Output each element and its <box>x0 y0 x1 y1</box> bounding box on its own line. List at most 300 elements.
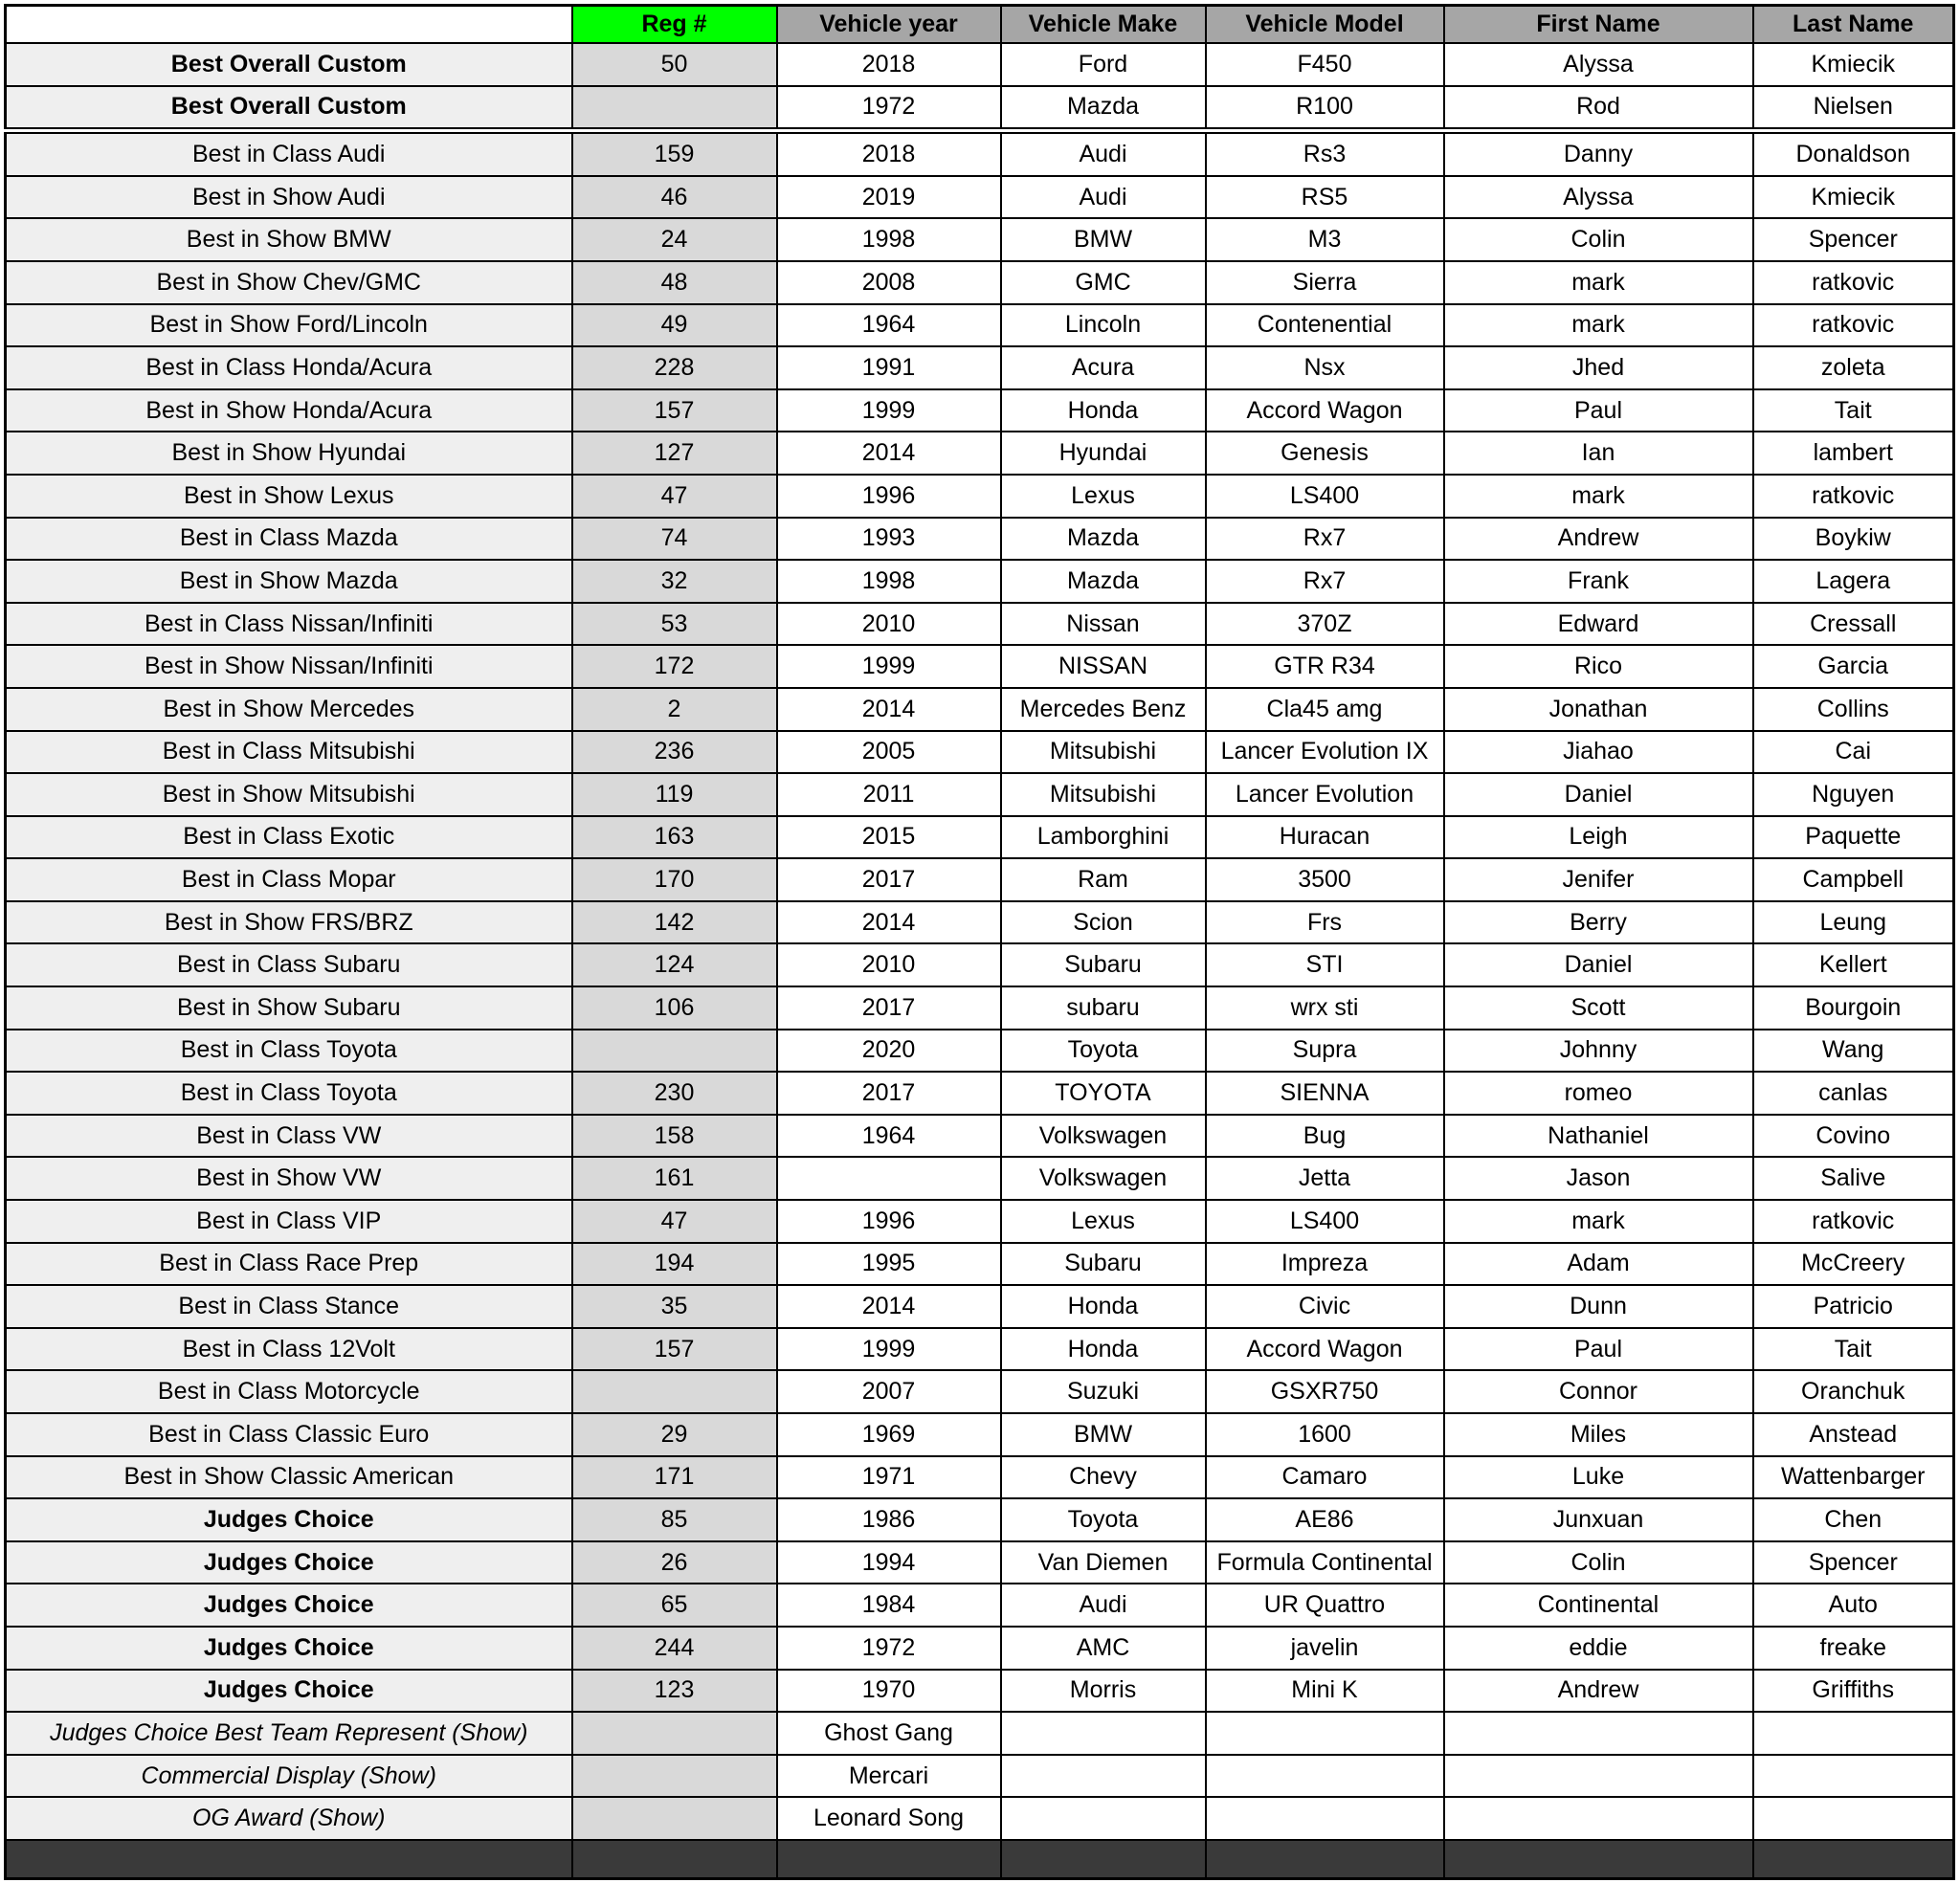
vehicle-model-cell[interactable]: Genesis <box>1206 432 1444 475</box>
award-cell[interactable]: Best in Class Exotic <box>6 816 572 859</box>
last-name-cell[interactable]: Kmiecik <box>1753 176 1954 219</box>
first-name-cell[interactable]: Paul <box>1444 389 1753 432</box>
first-name-cell[interactable] <box>1444 1712 1753 1755</box>
header-vehicle-model[interactable]: Vehicle Model <box>1206 6 1444 44</box>
vehicle-model-cell[interactable]: Rx7 <box>1206 518 1444 561</box>
vehicle-make-cell[interactable]: Volkswagen <box>1001 1157 1206 1200</box>
header-first-name[interactable]: First Name <box>1444 6 1753 44</box>
vehicle-model-cell[interactable]: LS400 <box>1206 1200 1444 1243</box>
vehicle-year-cell[interactable]: 1972 <box>777 1627 1001 1670</box>
reg-number-cell[interactable]: 127 <box>572 432 777 475</box>
first-name-cell[interactable] <box>1444 1755 1753 1798</box>
last-name-cell[interactable]: Wattenbarger <box>1753 1456 1954 1499</box>
vehicle-make-cell[interactable]: Honda <box>1001 389 1206 432</box>
vehicle-year-cell[interactable]: 2010 <box>777 943 1001 986</box>
award-cell[interactable]: Best in Class 12Volt <box>6 1328 572 1371</box>
vehicle-make-cell[interactable]: Morris <box>1001 1670 1206 1713</box>
first-name-cell[interactable]: eddie <box>1444 1627 1753 1670</box>
award-cell[interactable]: Best in Show Mazda <box>6 560 572 603</box>
first-name-cell[interactable]: Frank <box>1444 560 1753 603</box>
vehicle-year-cell[interactable]: 2005 <box>777 731 1001 774</box>
award-cell[interactable]: Best in Class Nissan/Infiniti <box>6 603 572 646</box>
vehicle-model-cell[interactable]: Contenential <box>1206 304 1444 347</box>
first-name-cell[interactable]: Andrew <box>1444 1670 1753 1713</box>
vehicle-year-cell[interactable]: 1991 <box>777 346 1001 389</box>
vehicle-make-cell[interactable]: Mazda <box>1001 518 1206 561</box>
award-cell[interactable]: Best in Show Ford/Lincoln <box>6 304 572 347</box>
vehicle-make-cell[interactable] <box>1001 1755 1206 1798</box>
vehicle-year-cell[interactable]: 2007 <box>777 1370 1001 1413</box>
vehicle-make-cell[interactable]: Honda <box>1001 1328 1206 1371</box>
vehicle-make-cell[interactable]: Acura <box>1001 346 1206 389</box>
reg-number-cell[interactable]: 106 <box>572 986 777 1030</box>
reg-number-cell[interactable]: 123 <box>572 1670 777 1713</box>
vehicle-year-cell[interactable] <box>777 1157 1001 1200</box>
award-cell[interactable]: Judges Choice <box>6 1670 572 1713</box>
award-cell[interactable]: Best Overall Custom <box>6 43 572 86</box>
vehicle-year-cell[interactable]: 2015 <box>777 816 1001 859</box>
vehicle-model-cell[interactable]: Formula Continental <box>1206 1541 1444 1584</box>
first-name-cell[interactable]: Rod <box>1444 86 1753 131</box>
reg-number-cell[interactable]: 172 <box>572 645 777 688</box>
vehicle-make-cell[interactable]: BMW <box>1001 218 1206 261</box>
award-cell[interactable]: Best in Show VW <box>6 1157 572 1200</box>
vehicle-make-cell[interactable]: Audi <box>1001 131 1206 176</box>
last-name-cell[interactable]: Covino <box>1753 1115 1954 1158</box>
vehicle-model-cell[interactable]: Nsx <box>1206 346 1444 389</box>
award-cell[interactable]: Best in Show BMW <box>6 218 572 261</box>
vehicle-make-cell[interactable]: Mercedes Benz <box>1001 688 1206 731</box>
vehicle-make-cell[interactable]: Nissan <box>1001 603 1206 646</box>
reg-number-cell[interactable]: 50 <box>572 43 777 86</box>
vehicle-model-cell[interactable]: R100 <box>1206 86 1444 131</box>
award-cell[interactable]: Commercial Display (Show) <box>6 1755 572 1798</box>
vehicle-year-cell[interactable]: 2018 <box>777 131 1001 176</box>
first-name-cell[interactable]: Ian <box>1444 432 1753 475</box>
award-cell[interactable]: Best in Class Toyota <box>6 1030 572 1073</box>
vehicle-year-cell[interactable]: 1998 <box>777 218 1001 261</box>
award-cell[interactable]: Best in Class Honda/Acura <box>6 346 572 389</box>
first-name-cell[interactable]: Daniel <box>1444 943 1753 986</box>
first-name-cell[interactable]: Andrew <box>1444 518 1753 561</box>
award-cell[interactable]: Best in Show Nissan/Infiniti <box>6 645 572 688</box>
vehicle-model-cell[interactable]: javelin <box>1206 1627 1444 1670</box>
first-name-cell[interactable]: mark <box>1444 304 1753 347</box>
vehicle-model-cell[interactable]: Supra <box>1206 1030 1444 1073</box>
last-name-cell[interactable]: Nguyen <box>1753 773 1954 816</box>
vehicle-model-cell[interactable]: Mini K <box>1206 1670 1444 1713</box>
vehicle-model-cell[interactable]: GSXR750 <box>1206 1370 1444 1413</box>
vehicle-make-cell[interactable]: Audi <box>1001 1584 1206 1627</box>
award-cell[interactable]: Best in Show Classic American <box>6 1456 572 1499</box>
vehicle-year-cell[interactable]: 1995 <box>777 1243 1001 1286</box>
last-name-cell[interactable]: ratkovic <box>1753 304 1954 347</box>
first-name-cell[interactable]: Jiahao <box>1444 731 1753 774</box>
last-name-cell[interactable]: lambert <box>1753 432 1954 475</box>
vehicle-model-cell[interactable]: Accord Wagon <box>1206 389 1444 432</box>
last-name-cell[interactable] <box>1753 1712 1954 1755</box>
last-name-cell[interactable]: Salive <box>1753 1157 1954 1200</box>
reg-number-cell[interactable]: 32 <box>572 560 777 603</box>
reg-number-cell[interactable]: 170 <box>572 858 777 901</box>
header-award[interactable] <box>6 6 572 44</box>
award-cell[interactable]: Best in Class Audi <box>6 131 572 176</box>
vehicle-model-cell[interactable]: Rs3 <box>1206 131 1444 176</box>
vehicle-year-cell[interactable]: 2011 <box>777 773 1001 816</box>
vehicle-model-cell[interactable]: Frs <box>1206 901 1444 944</box>
first-name-cell[interactable]: Adam <box>1444 1243 1753 1286</box>
first-name-cell[interactable]: Jason <box>1444 1157 1753 1200</box>
first-name-cell[interactable]: Daniel <box>1444 773 1753 816</box>
header-vehicle-year[interactable]: Vehicle year <box>777 6 1001 44</box>
first-name-cell[interactable]: Nathaniel <box>1444 1115 1753 1158</box>
first-name-cell[interactable]: Berry <box>1444 901 1753 944</box>
last-name-cell[interactable] <box>1753 1797 1954 1840</box>
last-name-cell[interactable]: Anstead <box>1753 1413 1954 1456</box>
reg-number-cell[interactable]: 119 <box>572 773 777 816</box>
last-name-cell[interactable]: Tait <box>1753 389 1954 432</box>
vehicle-year-cell[interactable]: 1972 <box>777 86 1001 131</box>
last-name-cell[interactable]: Nielsen <box>1753 86 1954 131</box>
reg-number-cell[interactable]: 74 <box>572 518 777 561</box>
header-last-name[interactable]: Last Name <box>1753 6 1954 44</box>
vehicle-model-cell[interactable]: GTR R34 <box>1206 645 1444 688</box>
vehicle-make-cell[interactable]: Suzuki <box>1001 1370 1206 1413</box>
award-cell[interactable]: Judges Choice <box>6 1627 572 1670</box>
vehicle-make-cell[interactable]: Mitsubishi <box>1001 773 1206 816</box>
reg-number-cell[interactable]: 142 <box>572 901 777 944</box>
last-name-cell[interactable]: Garcia <box>1753 645 1954 688</box>
vehicle-model-cell[interactable]: wrx sti <box>1206 986 1444 1030</box>
award-cell[interactable]: Best in Show Honda/Acura <box>6 389 572 432</box>
vehicle-model-cell[interactable]: LS400 <box>1206 475 1444 518</box>
first-name-cell[interactable] <box>1444 1797 1753 1840</box>
vehicle-model-cell[interactable]: M3 <box>1206 218 1444 261</box>
vehicle-model-cell[interactable]: SIENNA <box>1206 1072 1444 1115</box>
vehicle-model-cell[interactable]: 1600 <box>1206 1413 1444 1456</box>
last-name-cell[interactable]: Spencer <box>1753 218 1954 261</box>
reg-number-cell[interactable] <box>572 1712 777 1755</box>
last-name-cell[interactable]: Tait <box>1753 1328 1954 1371</box>
vehicle-make-cell[interactable]: NISSAN <box>1001 645 1206 688</box>
award-cell[interactable]: Best in Show Subaru <box>6 986 572 1030</box>
first-name-cell[interactable]: Luke <box>1444 1456 1753 1499</box>
first-name-cell[interactable]: Alyssa <box>1444 43 1753 86</box>
last-name-cell[interactable]: canlas <box>1753 1072 1954 1115</box>
award-cell[interactable]: Best in Class Race Prep <box>6 1243 572 1286</box>
first-name-cell[interactable]: Continental <box>1444 1584 1753 1627</box>
vehicle-model-cell[interactable]: Cla45 amg <box>1206 688 1444 731</box>
reg-number-cell[interactable] <box>572 1755 777 1798</box>
vehicle-make-cell[interactable]: Hyundai <box>1001 432 1206 475</box>
last-name-cell[interactable]: Kellert <box>1753 943 1954 986</box>
reg-number-cell[interactable]: 124 <box>572 943 777 986</box>
reg-number-cell[interactable]: 47 <box>572 475 777 518</box>
vehicle-make-cell[interactable]: Ram <box>1001 858 1206 901</box>
vehicle-model-cell[interactable]: AE86 <box>1206 1498 1444 1541</box>
first-name-cell[interactable]: Dunn <box>1444 1285 1753 1328</box>
vehicle-make-cell[interactable]: subaru <box>1001 986 1206 1030</box>
vehicle-model-cell[interactable]: Huracan <box>1206 816 1444 859</box>
first-name-cell[interactable]: mark <box>1444 1200 1753 1243</box>
vehicle-make-cell[interactable]: Chevy <box>1001 1456 1206 1499</box>
last-name-cell[interactable]: Chen <box>1753 1498 1954 1541</box>
last-name-cell[interactable]: Spencer <box>1753 1541 1954 1584</box>
last-name-cell[interactable]: Collins <box>1753 688 1954 731</box>
vehicle-model-cell[interactable] <box>1206 1712 1444 1755</box>
vehicle-make-cell[interactable]: Mazda <box>1001 86 1206 131</box>
last-name-cell[interactable]: freake <box>1753 1627 1954 1670</box>
vehicle-year-cell[interactable]: 2019 <box>777 176 1001 219</box>
vehicle-model-cell[interactable]: Rx7 <box>1206 560 1444 603</box>
vehicle-model-cell[interactable]: UR Quattro <box>1206 1584 1444 1627</box>
reg-number-cell[interactable]: 236 <box>572 731 777 774</box>
last-name-cell[interactable]: zoleta <box>1753 346 1954 389</box>
last-name-cell[interactable]: Paquette <box>1753 816 1954 859</box>
vehicle-year-cell[interactable]: 2010 <box>777 603 1001 646</box>
first-name-cell[interactable]: Paul <box>1444 1328 1753 1371</box>
vehicle-make-cell[interactable]: Audi <box>1001 176 1206 219</box>
vehicle-year-cell[interactable]: 2020 <box>777 1030 1001 1073</box>
vehicle-make-cell[interactable]: Lexus <box>1001 1200 1206 1243</box>
last-name-cell[interactable]: Auto <box>1753 1584 1954 1627</box>
first-name-cell[interactable]: mark <box>1444 261 1753 304</box>
vehicle-make-cell[interactable]: Volkswagen <box>1001 1115 1206 1158</box>
header-vehicle-make[interactable]: Vehicle Make <box>1001 6 1206 44</box>
award-cell[interactable]: Best in Show Mercedes <box>6 688 572 731</box>
reg-number-cell[interactable]: 230 <box>572 1072 777 1115</box>
last-name-cell[interactable]: Cressall <box>1753 603 1954 646</box>
vehicle-year-cell[interactable]: 1964 <box>777 1115 1001 1158</box>
first-name-cell[interactable]: Connor <box>1444 1370 1753 1413</box>
vehicle-model-cell[interactable]: 3500 <box>1206 858 1444 901</box>
last-name-cell[interactable]: Kmiecik <box>1753 43 1954 86</box>
last-name-cell[interactable]: Lagera <box>1753 560 1954 603</box>
vehicle-year-cell[interactable]: 2014 <box>777 1285 1001 1328</box>
last-name-cell[interactable]: Leung <box>1753 901 1954 944</box>
vehicle-year-cell[interactable]: 2014 <box>777 432 1001 475</box>
award-cell[interactable]: Best in Class Classic Euro <box>6 1413 572 1456</box>
reg-number-cell[interactable] <box>572 86 777 131</box>
vehicle-make-cell[interactable] <box>1001 1797 1206 1840</box>
reg-number-cell[interactable]: 47 <box>572 1200 777 1243</box>
vehicle-year-cell[interactable]: 1970 <box>777 1670 1001 1713</box>
vehicle-year-cell[interactable]: 2017 <box>777 1072 1001 1115</box>
vehicle-model-cell[interactable]: Camaro <box>1206 1456 1444 1499</box>
vehicle-model-cell[interactable]: Accord Wagon <box>1206 1328 1444 1371</box>
vehicle-make-cell[interactable]: GMC <box>1001 261 1206 304</box>
last-name-cell[interactable] <box>1753 1755 1954 1798</box>
vehicle-model-cell[interactable]: Impreza <box>1206 1243 1444 1286</box>
reg-number-cell[interactable]: 158 <box>572 1115 777 1158</box>
vehicle-make-cell[interactable]: Lexus <box>1001 475 1206 518</box>
award-cell[interactable]: Best in Show FRS/BRZ <box>6 901 572 944</box>
vehicle-year-cell[interactable]: 1996 <box>777 1200 1001 1243</box>
vehicle-make-cell[interactable]: Mazda <box>1001 560 1206 603</box>
first-name-cell[interactable]: Edward <box>1444 603 1753 646</box>
first-name-cell[interactable]: Junxuan <box>1444 1498 1753 1541</box>
reg-number-cell[interactable]: 46 <box>572 176 777 219</box>
last-name-cell[interactable]: Cai <box>1753 731 1954 774</box>
reg-number-cell[interactable]: 2 <box>572 688 777 731</box>
vehicle-year-cell[interactable]: 1993 <box>777 518 1001 561</box>
award-cell[interactable]: Best in Class Mazda <box>6 518 572 561</box>
first-name-cell[interactable]: Johnny <box>1444 1030 1753 1073</box>
vehicle-year-cell[interactable]: 2018 <box>777 43 1001 86</box>
first-name-cell[interactable]: Colin <box>1444 218 1753 261</box>
vehicle-model-cell[interactable]: Bug <box>1206 1115 1444 1158</box>
vehicle-make-cell[interactable] <box>1001 1712 1206 1755</box>
reg-number-cell[interactable]: 157 <box>572 389 777 432</box>
first-name-cell[interactable]: Colin <box>1444 1541 1753 1584</box>
vehicle-year-cell[interactable]: 1999 <box>777 1328 1001 1371</box>
last-name-cell[interactable]: ratkovic <box>1753 1200 1954 1243</box>
last-name-cell[interactable]: Donaldson <box>1753 131 1954 176</box>
first-name-cell[interactable]: mark <box>1444 475 1753 518</box>
vehicle-make-cell[interactable]: Ford <box>1001 43 1206 86</box>
vehicle-make-cell[interactable]: Mitsubishi <box>1001 731 1206 774</box>
vehicle-year-cell[interactable]: Leonard Song <box>777 1797 1001 1840</box>
vehicle-model-cell[interactable]: Sierra <box>1206 261 1444 304</box>
award-cell[interactable]: Judges Choice <box>6 1541 572 1584</box>
reg-number-cell[interactable]: 244 <box>572 1627 777 1670</box>
award-cell[interactable]: Best in Show Chev/GMC <box>6 261 572 304</box>
vehicle-model-cell[interactable]: Lancer Evolution <box>1206 773 1444 816</box>
reg-number-cell[interactable]: 65 <box>572 1584 777 1627</box>
reg-number-cell[interactable]: 85 <box>572 1498 777 1541</box>
vehicle-make-cell[interactable]: BMW <box>1001 1413 1206 1456</box>
first-name-cell[interactable]: Rico <box>1444 645 1753 688</box>
vehicle-year-cell[interactable]: 2014 <box>777 688 1001 731</box>
reg-number-cell[interactable]: 29 <box>572 1413 777 1456</box>
award-cell[interactable]: Best in Class VIP <box>6 1200 572 1243</box>
award-cell[interactable]: Best in Show Hyundai <box>6 432 572 475</box>
vehicle-model-cell[interactable]: Jetta <box>1206 1157 1444 1200</box>
vehicle-model-cell[interactable]: RS5 <box>1206 176 1444 219</box>
vehicle-model-cell[interactable]: Civic <box>1206 1285 1444 1328</box>
vehicle-year-cell[interactable]: 1984 <box>777 1584 1001 1627</box>
award-cell[interactable]: Best in Show Lexus <box>6 475 572 518</box>
award-cell[interactable]: Best in Class Motorcycle <box>6 1370 572 1413</box>
last-name-cell[interactable]: Griffiths <box>1753 1670 1954 1713</box>
vehicle-year-cell[interactable]: 1994 <box>777 1541 1001 1584</box>
award-cell[interactable]: Best in Show Mitsubishi <box>6 773 572 816</box>
last-name-cell[interactable]: Patricio <box>1753 1285 1954 1328</box>
vehicle-make-cell[interactable]: Van Diemen <box>1001 1541 1206 1584</box>
vehicle-model-cell[interactable]: 370Z <box>1206 603 1444 646</box>
last-name-cell[interactable]: McCreery <box>1753 1243 1954 1286</box>
reg-number-cell[interactable] <box>572 1030 777 1073</box>
award-cell[interactable]: Judges Choice <box>6 1498 572 1541</box>
first-name-cell[interactable]: Alyssa <box>1444 176 1753 219</box>
reg-number-cell[interactable] <box>572 1797 777 1840</box>
last-name-cell[interactable]: Oranchuk <box>1753 1370 1954 1413</box>
award-cell[interactable]: Best in Class Mopar <box>6 858 572 901</box>
reg-number-cell[interactable]: 159 <box>572 131 777 176</box>
first-name-cell[interactable]: Jhed <box>1444 346 1753 389</box>
award-cell[interactable]: Best in Class Mitsubishi <box>6 731 572 774</box>
vehicle-model-cell[interactable]: F450 <box>1206 43 1444 86</box>
vehicle-year-cell[interactable]: 2017 <box>777 986 1001 1030</box>
reg-number-cell[interactable] <box>572 1370 777 1413</box>
vehicle-model-cell[interactable]: Lancer Evolution IX <box>1206 731 1444 774</box>
last-name-cell[interactable]: Campbell <box>1753 858 1954 901</box>
vehicle-make-cell[interactable]: Subaru <box>1001 943 1206 986</box>
reg-number-cell[interactable]: 171 <box>572 1456 777 1499</box>
vehicle-make-cell[interactable]: Honda <box>1001 1285 1206 1328</box>
award-cell[interactable]: Best in Class Subaru <box>6 943 572 986</box>
first-name-cell[interactable]: Miles <box>1444 1413 1753 1456</box>
vehicle-model-cell[interactable] <box>1206 1755 1444 1798</box>
vehicle-year-cell[interactable]: 1964 <box>777 304 1001 347</box>
first-name-cell[interactable]: Scott <box>1444 986 1753 1030</box>
last-name-cell[interactable]: Bourgoin <box>1753 986 1954 1030</box>
last-name-cell[interactable]: ratkovic <box>1753 475 1954 518</box>
award-cell[interactable]: Judges Choice Best Team Represent (Show) <box>6 1712 572 1755</box>
vehicle-year-cell[interactable]: 2014 <box>777 901 1001 944</box>
reg-number-cell[interactable]: 35 <box>572 1285 777 1328</box>
vehicle-year-cell[interactable]: 2008 <box>777 261 1001 304</box>
reg-number-cell[interactable]: 24 <box>572 218 777 261</box>
first-name-cell[interactable]: Jonathan <box>1444 688 1753 731</box>
vehicle-model-cell[interactable] <box>1206 1797 1444 1840</box>
vehicle-make-cell[interactable]: TOYOTA <box>1001 1072 1206 1115</box>
vehicle-year-cell[interactable]: Mercari <box>777 1755 1001 1798</box>
vehicle-make-cell[interactable]: Lincoln <box>1001 304 1206 347</box>
award-cell[interactable]: Best in Show Audi <box>6 176 572 219</box>
vehicle-year-cell[interactable]: 1996 <box>777 475 1001 518</box>
vehicle-make-cell[interactable]: AMC <box>1001 1627 1206 1670</box>
last-name-cell[interactable]: Wang <box>1753 1030 1954 1073</box>
first-name-cell[interactable]: romeo <box>1444 1072 1753 1115</box>
reg-number-cell[interactable]: 53 <box>572 603 777 646</box>
award-cell[interactable]: Best in Class Stance <box>6 1285 572 1328</box>
vehicle-year-cell[interactable]: 1999 <box>777 389 1001 432</box>
vehicle-make-cell[interactable]: Subaru <box>1001 1243 1206 1286</box>
reg-number-cell[interactable]: 163 <box>572 816 777 859</box>
vehicle-year-cell[interactable]: 1971 <box>777 1456 1001 1499</box>
award-cell[interactable]: Best in Class VW <box>6 1115 572 1158</box>
vehicle-year-cell[interactable]: Ghost Gang <box>777 1712 1001 1755</box>
vehicle-year-cell[interactable]: 1998 <box>777 560 1001 603</box>
vehicle-year-cell[interactable]: 1999 <box>777 645 1001 688</box>
vehicle-year-cell[interactable]: 2017 <box>777 858 1001 901</box>
award-cell[interactable]: Best in Class Toyota <box>6 1072 572 1115</box>
vehicle-model-cell[interactable]: STI <box>1206 943 1444 986</box>
vehicle-make-cell[interactable]: Toyota <box>1001 1030 1206 1073</box>
reg-number-cell[interactable]: 48 <box>572 261 777 304</box>
reg-number-cell[interactable]: 194 <box>572 1243 777 1286</box>
last-name-cell[interactable]: Boykiw <box>1753 518 1954 561</box>
last-name-cell[interactable]: ratkovic <box>1753 261 1954 304</box>
reg-number-cell[interactable]: 26 <box>572 1541 777 1584</box>
reg-number-cell[interactable]: 49 <box>572 304 777 347</box>
reg-number-cell[interactable]: 157 <box>572 1328 777 1371</box>
vehicle-year-cell[interactable]: 1986 <box>777 1498 1001 1541</box>
vehicle-make-cell[interactable]: Toyota <box>1001 1498 1206 1541</box>
award-cell[interactable]: OG Award (Show) <box>6 1797 572 1840</box>
first-name-cell[interactable]: Leigh <box>1444 816 1753 859</box>
first-name-cell[interactable]: Danny <box>1444 131 1753 176</box>
vehicle-make-cell[interactable]: Scion <box>1001 901 1206 944</box>
award-cell[interactable]: Judges Choice <box>6 1584 572 1627</box>
reg-number-cell[interactable]: 228 <box>572 346 777 389</box>
first-name-cell[interactable]: Jenifer <box>1444 858 1753 901</box>
reg-number-cell[interactable]: 161 <box>572 1157 777 1200</box>
vehicle-year-cell[interactable]: 1969 <box>777 1413 1001 1456</box>
vehicle-make-cell[interactable]: Lamborghini <box>1001 816 1206 859</box>
award-cell[interactable]: Best Overall Custom <box>6 86 572 131</box>
